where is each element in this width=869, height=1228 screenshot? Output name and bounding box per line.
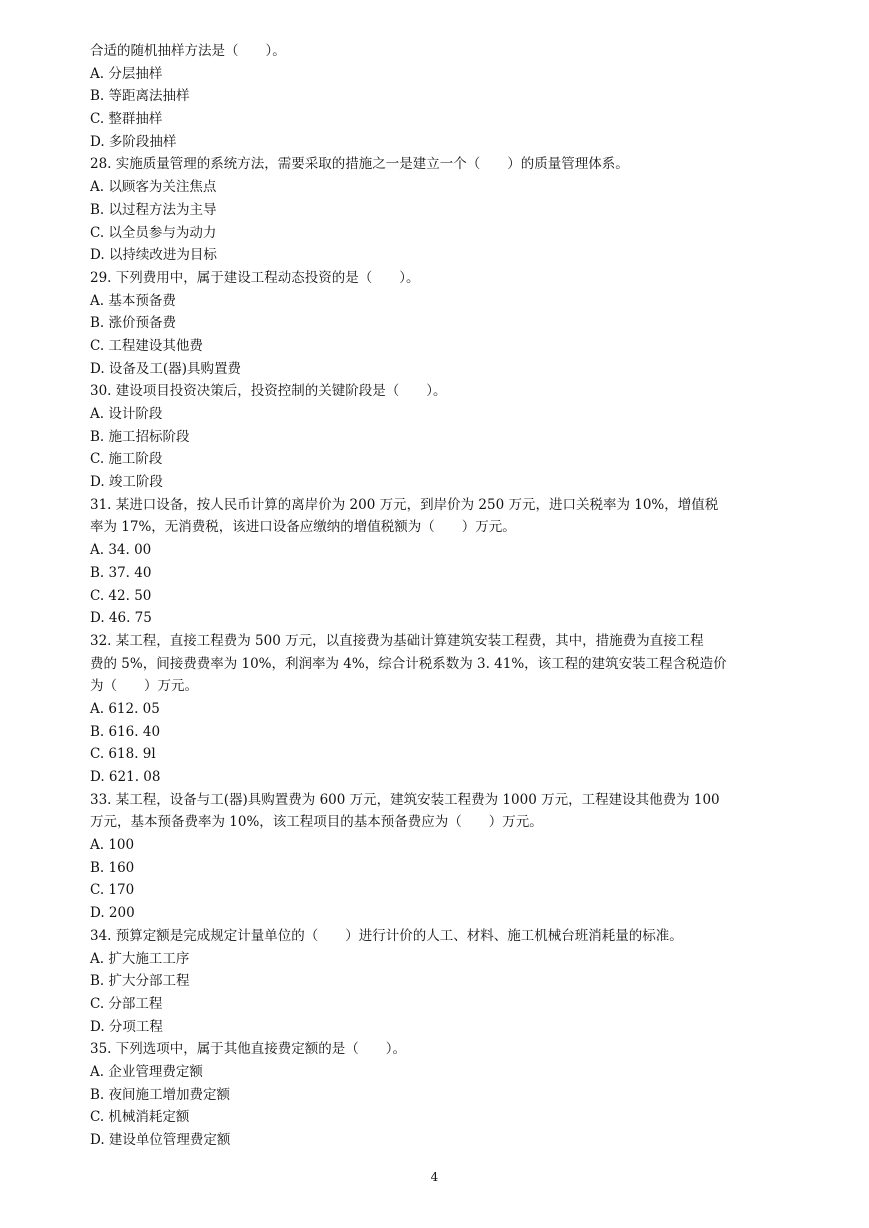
text-line: D. 46. 75 xyxy=(90,610,152,627)
text-line: B. 等距离法抽样 xyxy=(90,88,190,105)
text-line: D. 200 xyxy=(90,905,135,922)
text-line: 33. 某工程，设备与工(器)具购置费为 600 万元，建筑安装工程费为 1000 万元，工程建设其他费为 100 xyxy=(90,791,720,808)
text-line: 31. 某进口设备，按人民币计算的离岸价为 200 万元，到岸价为 250 万元，进口关税率为 10%，增值税 xyxy=(90,496,719,513)
text-line: 32. 某工程，直接工程费为 500 万元，以直接费为基础计算建筑安装工程费，其中，措施费为直接工程 xyxy=(90,632,704,649)
text-line: 合适的随机抽样方法是（ ）。 xyxy=(90,43,286,59)
text-line: B. 616. 40 xyxy=(90,723,161,740)
text-line: D. 多阶段抽样 xyxy=(90,133,177,150)
text-line: B. 涨价预备费 xyxy=(90,315,177,332)
text-line: A. 基本预备费 xyxy=(90,292,176,309)
text-line: B. 扩大分部工程 xyxy=(90,973,190,990)
text-line: A. 设计阶段 xyxy=(90,406,163,422)
text-line: C. 618. 9l xyxy=(90,746,156,763)
page-content xyxy=(90,40,790,1152)
text-line: C. 机械消耗定额 xyxy=(90,1109,190,1126)
text-line: 费的 5%，间接费费率为 10%，利润率为 4%，综合计税系数为 3. 41%，该工程的建筑安装工程含税造价 xyxy=(90,655,727,672)
text-line: 万元，基本预备费率为 10%，该工程项目的基本预备费应为（ ）万元。 xyxy=(90,814,543,831)
text-line: A. 企业管理费定额 xyxy=(90,1063,203,1080)
text-line: A. 34. 00 xyxy=(90,542,152,559)
text-line: D. 621. 08 xyxy=(90,769,161,785)
text-line: C. 42. 50 xyxy=(90,587,152,604)
text-line: 29. 下列费用中，属于建设工程动态投资的是（ ）。 xyxy=(90,269,420,286)
text-line: C. 以全员参与为动力 xyxy=(90,224,217,241)
text-line: A. 612. 05 xyxy=(90,700,160,717)
text-line: A. 扩大施工工序 xyxy=(90,950,190,967)
text-line: 34. 预算定额是完成规定计量单位的（ ）进行计价的人工、材料、施工机械台班消耗量的标准。 xyxy=(90,927,683,944)
text-line: D. 设备及工(器)具购置费 xyxy=(90,360,241,377)
text-line: D. 竣工阶段 xyxy=(90,474,163,491)
text-line: 率为 17%，无消费税，该进口设备应缴纳的增值税额为（ ）万元。 xyxy=(90,519,516,536)
text-line: A. 以顾客为关注焦点 xyxy=(90,179,217,196)
text-line: C. 施工阶段 xyxy=(90,451,163,468)
text-line: A. 分层抽样 xyxy=(90,65,163,82)
text-line: B. 160 xyxy=(90,859,135,876)
text-line: 35. 下列选项中，属于其他直接费定额的是（ ）。 xyxy=(90,1041,407,1058)
text-line: D. 建设单位管理费定额 xyxy=(90,1132,231,1148)
text-line: B. 夜间施工增加费定额 xyxy=(90,1086,231,1103)
text-line: C. 整群抽样 xyxy=(90,111,163,128)
text-line: C. 170 xyxy=(90,882,135,899)
text-line: C. 工程建设其他费 xyxy=(90,337,203,354)
text-line: C. 分部工程 xyxy=(90,995,163,1012)
text-line: B. 以过程方法为主导 xyxy=(90,201,217,218)
text-line: D. 以持续改进为目标 xyxy=(90,247,217,264)
text-line: A. 100 xyxy=(90,837,135,854)
text-line: B. 37. 40 xyxy=(90,564,152,581)
page-number: 4 xyxy=(430,1170,439,1184)
text-line: D. 分项工程 xyxy=(90,1018,163,1035)
text-line: 30. 建设项目投资决策后，投资控制的关键阶段是（ ）。 xyxy=(90,383,447,400)
text-line: 28. 实施质量管理的系统方法，需要采取的措施之一是建立一个（ ）的质量管理体系。 xyxy=(90,156,629,173)
text-line: 为（ ）万元。 xyxy=(90,678,198,695)
text-line: B. 施工招标阶段 xyxy=(90,428,190,445)
